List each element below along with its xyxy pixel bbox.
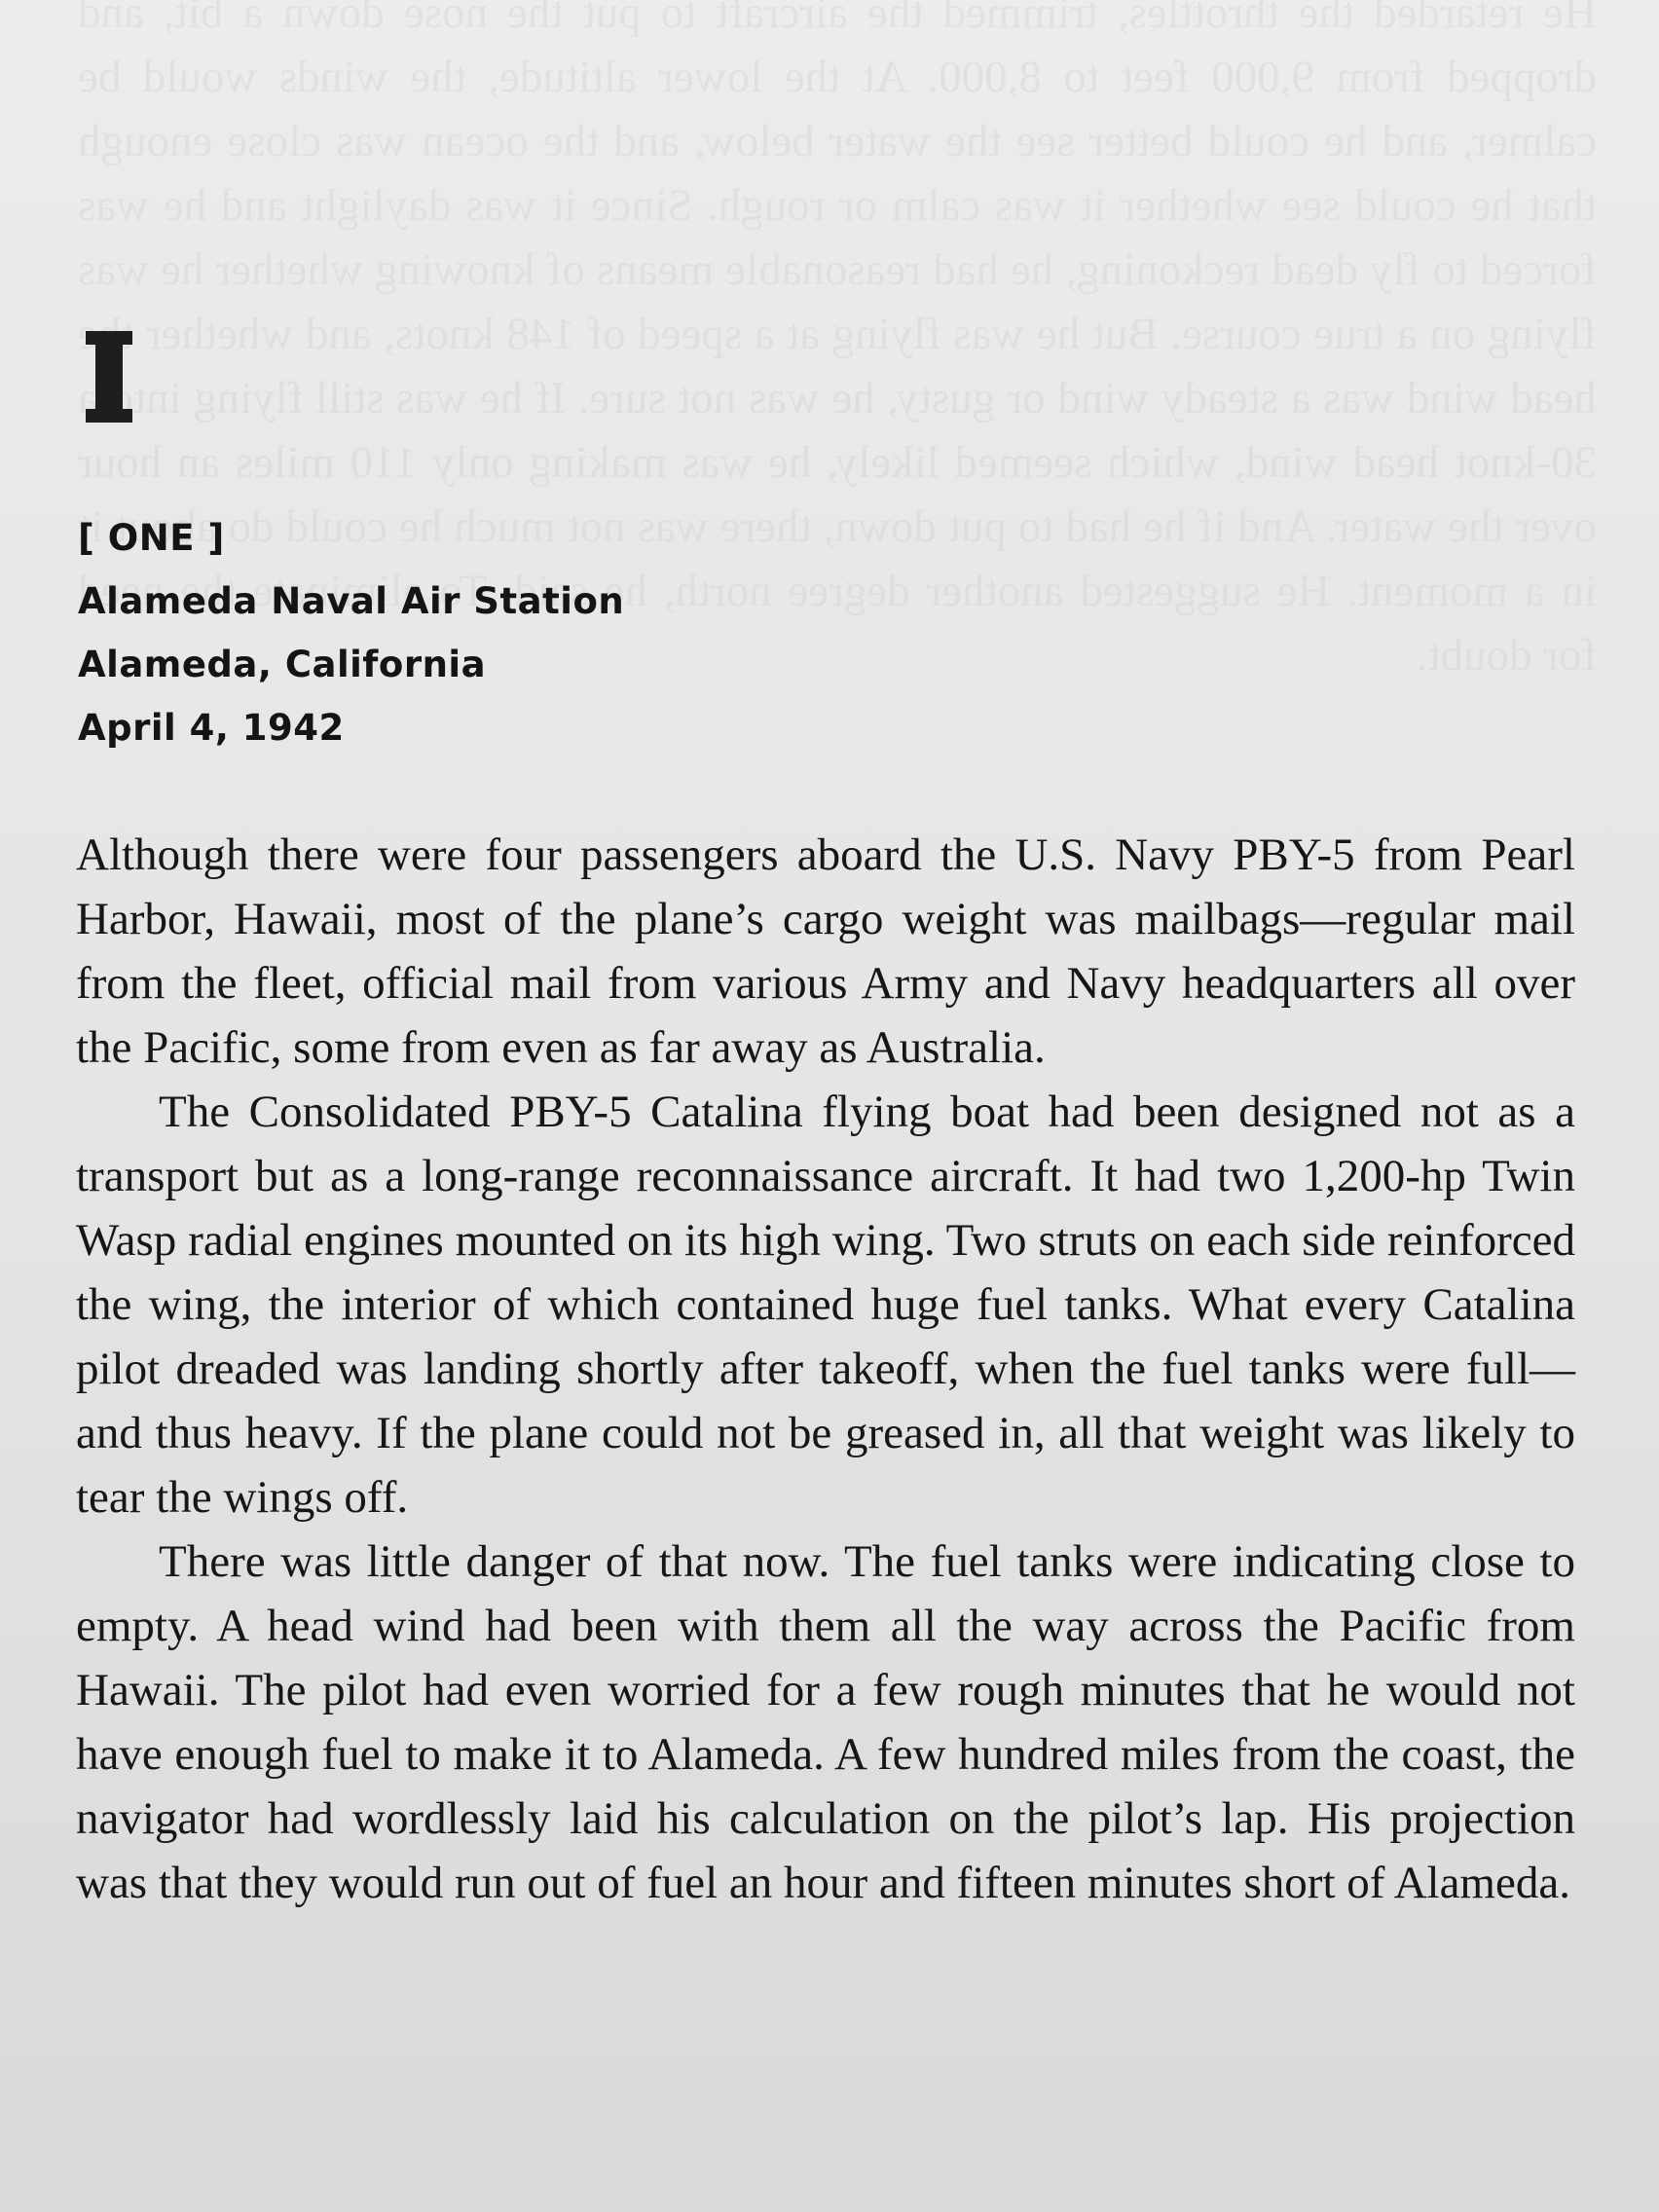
part-numeral — [86, 331, 132, 423]
part-numeral-serif-bottom — [86, 409, 132, 423]
part-numeral-serif-top — [86, 331, 132, 345]
chapter-date: April 4, 1942 — [78, 707, 345, 749]
paragraph-3: There was little danger of that now. The fuel tanks were indicating close to empty. A head wind had been with them all the way across the Pacific from Hawaii. The pilot had even worried for a few rough minutes that he would not have enough fuel to make it to Alameda. A few hundred miles from the coast, the navigator had wordlessly laid his calculation on the pilot’s lap. His projection was that they would run out of fuel an hour and fifteen minutes short of Alameda. — [76, 1536, 1575, 1908]
chapter-location-line2: Alameda, California — [78, 644, 487, 685]
paragraph-1: Although there were four passengers aboard the U.S. Navy PBY-5 from Pearl Harbor, Hawaii, most of the plane’s cargo weight was mailbags—regular mail from the fleet, official mail from various Army and Navy headquarters all over the Pacific, some from even as far away as Australia. — [76, 830, 1575, 1073]
chapter-location-line1: Alameda Naval Air Station — [78, 580, 625, 622]
paragraph-2: The Consolidated PBY-5 Catalina flying boat had been designed not as a transport but as a long-range reconnaissance aircraft. It had two 1,200-hp Twin Wasp radial engines mounted on its high wing. Two struts on each side reinforced the wing, the interior of which contained huge fuel tanks. What every Catalina pilot dreaded was landing shortly after takeoff, when the fuel tanks were full—and thus heavy. If the plane could not be greased in, all that weight was likely to tear the wings off. — [76, 1087, 1575, 1523]
chapter-body — [76, 823, 1575, 1915]
chapter-label: [ ONE ] — [78, 517, 225, 559]
chapter-heading — [78, 506, 624, 759]
